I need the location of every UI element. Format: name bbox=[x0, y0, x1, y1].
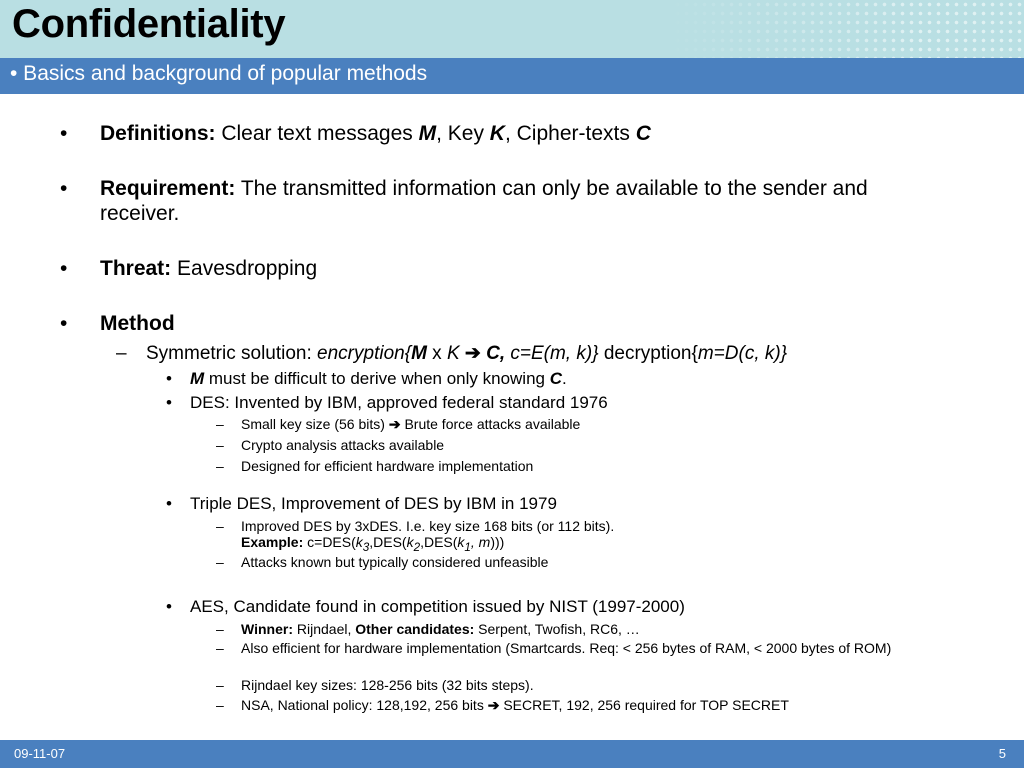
other-candidates-text: Serpent, Twofish, RC6, … bbox=[474, 621, 640, 637]
symbol-m: M bbox=[411, 343, 427, 364]
decryption-text: decryption{ bbox=[598, 343, 698, 364]
dash-marker: – bbox=[216, 518, 224, 534]
slide-subtitle: • Basics and background of popular methods bbox=[10, 62, 428, 85]
dash-marker: – bbox=[216, 697, 224, 713]
bullet-text bbox=[100, 176, 920, 226]
definitions-label: Definitions: bbox=[100, 122, 216, 145]
example-part: ,DES( bbox=[369, 534, 407, 550]
bullet-marker: • bbox=[60, 257, 68, 280]
bullet-marker: • bbox=[166, 597, 172, 616]
definitions-text: , Key bbox=[436, 122, 490, 145]
example-part: ,DES( bbox=[420, 534, 458, 550]
example-key: k bbox=[406, 534, 414, 550]
slide-title: Confidentiality bbox=[12, 2, 286, 46]
example-key-index: 3 bbox=[362, 540, 370, 554]
threat-label: Threat: bbox=[100, 257, 172, 280]
dash-marker: – bbox=[116, 343, 127, 364]
other-candidates-label: Other candidates: bbox=[355, 621, 475, 637]
example-key-index: 2 bbox=[413, 540, 421, 554]
triple-des-text: Triple DES, Improvement of DES by IBM in 1979 bbox=[190, 494, 557, 513]
winner-label: Winner: bbox=[241, 621, 293, 637]
des-item-text: Crypto analysis attacks available bbox=[241, 437, 445, 453]
symbol-c: C, bbox=[480, 343, 506, 364]
slide-number: 5 bbox=[998, 746, 1006, 761]
dash-marker: – bbox=[216, 677, 224, 693]
dash-marker: – bbox=[216, 554, 224, 570]
period-text: . bbox=[562, 369, 567, 388]
symbol-k: K bbox=[446, 343, 465, 364]
symbol-m: M bbox=[418, 122, 437, 145]
des-item-post: Brute force attacks available bbox=[400, 416, 581, 432]
aes-item-text: Also efficient for hardware implementation (Smartcards. Req: < 256 bytes of RAM, < 2000 bytes of ROM) bbox=[241, 640, 892, 656]
example-key-index: 1 bbox=[464, 540, 471, 554]
decryption-formula: m=D(c, k)} bbox=[697, 343, 788, 364]
dash-marker: – bbox=[216, 416, 224, 432]
arrow-right-icon: ➔ bbox=[487, 697, 500, 713]
dash-marker: – bbox=[216, 458, 224, 474]
method-label: Method bbox=[100, 312, 175, 335]
aes-item-text bbox=[241, 621, 931, 637]
encryption-text: encryption{ bbox=[317, 343, 412, 364]
example-message: , m bbox=[470, 534, 491, 550]
dash-marker: – bbox=[216, 640, 224, 656]
m-difficult-text: must be difficult to derive when only knowing bbox=[204, 369, 550, 388]
arrow-right-icon: ➔ bbox=[388, 416, 401, 432]
triple-des-item-text bbox=[241, 518, 931, 556]
arrow-right-icon: ➔ bbox=[464, 343, 481, 364]
bullet-marker: • bbox=[60, 177, 68, 200]
bullet-text bbox=[100, 311, 920, 336]
requirement-text: The transmitted information can only be available to the sender and receiver. bbox=[100, 177, 868, 225]
example-key: k bbox=[355, 534, 363, 550]
aes-text: AES, Candidate found in competition issued by NIST (1997-2000) bbox=[190, 597, 685, 616]
bullet-marker: • bbox=[166, 494, 172, 513]
item-text bbox=[190, 369, 567, 389]
dash-marker: – bbox=[216, 437, 224, 453]
symbol-c: C bbox=[549, 369, 562, 388]
improved-text: Improved DES by 3xDES. I.e. key size 168 bits (or 112 bits). bbox=[241, 518, 615, 534]
example-label: Example: bbox=[241, 534, 304, 550]
bullet-text bbox=[100, 121, 920, 146]
subbullet-text bbox=[146, 343, 787, 365]
bullet-text bbox=[100, 256, 920, 281]
example-part: ))) bbox=[490, 534, 505, 550]
aes-item-text: Rijndael key sizes: 128-256 bits (32 bits steps). bbox=[241, 677, 534, 693]
threat-text: Eavesdropping bbox=[171, 257, 318, 280]
footer-bar bbox=[0, 740, 1024, 768]
footer-date: 09-11-07 bbox=[14, 746, 66, 761]
encryption-formula: c=E(m, k)} bbox=[505, 343, 599, 364]
des-item-text: Designed for efficient hardware implementation bbox=[241, 458, 534, 474]
symbol-c: C bbox=[635, 122, 651, 145]
example-key: k bbox=[457, 534, 465, 550]
definitions-text: Clear text messages bbox=[215, 122, 419, 145]
times-text: x bbox=[426, 343, 447, 364]
des-item-pre: Small key size (56 bits) bbox=[241, 416, 389, 432]
dash-marker: – bbox=[216, 621, 224, 637]
bullet-marker: • bbox=[166, 393, 172, 412]
triple-des-item-text: Attacks known but typically considered unfeasible bbox=[241, 554, 549, 570]
symmetric-prefix: Symmetric solution: bbox=[146, 343, 318, 364]
des-item-text bbox=[241, 416, 931, 432]
definitions-text: , Cipher-texts bbox=[504, 122, 636, 145]
example-part: c=DES( bbox=[303, 534, 356, 550]
bullet-marker: • bbox=[166, 369, 172, 388]
des-text: DES: Invented by IBM, approved federal standard 1976 bbox=[190, 393, 608, 412]
requirement-label: Requirement: bbox=[100, 177, 236, 200]
symbol-k: K bbox=[489, 122, 505, 145]
winner-text: Rijndael, bbox=[292, 621, 356, 637]
bullet-marker: • bbox=[60, 312, 68, 335]
bullet-marker: • bbox=[60, 122, 68, 145]
aes-item-text bbox=[241, 697, 931, 713]
symbol-m: M bbox=[190, 369, 205, 388]
nsa-pre: NSA, National policy: 128,192, 256 bits bbox=[241, 697, 488, 713]
nsa-post: SECRET, 192, 256 required for TOP SECRET bbox=[499, 697, 789, 713]
